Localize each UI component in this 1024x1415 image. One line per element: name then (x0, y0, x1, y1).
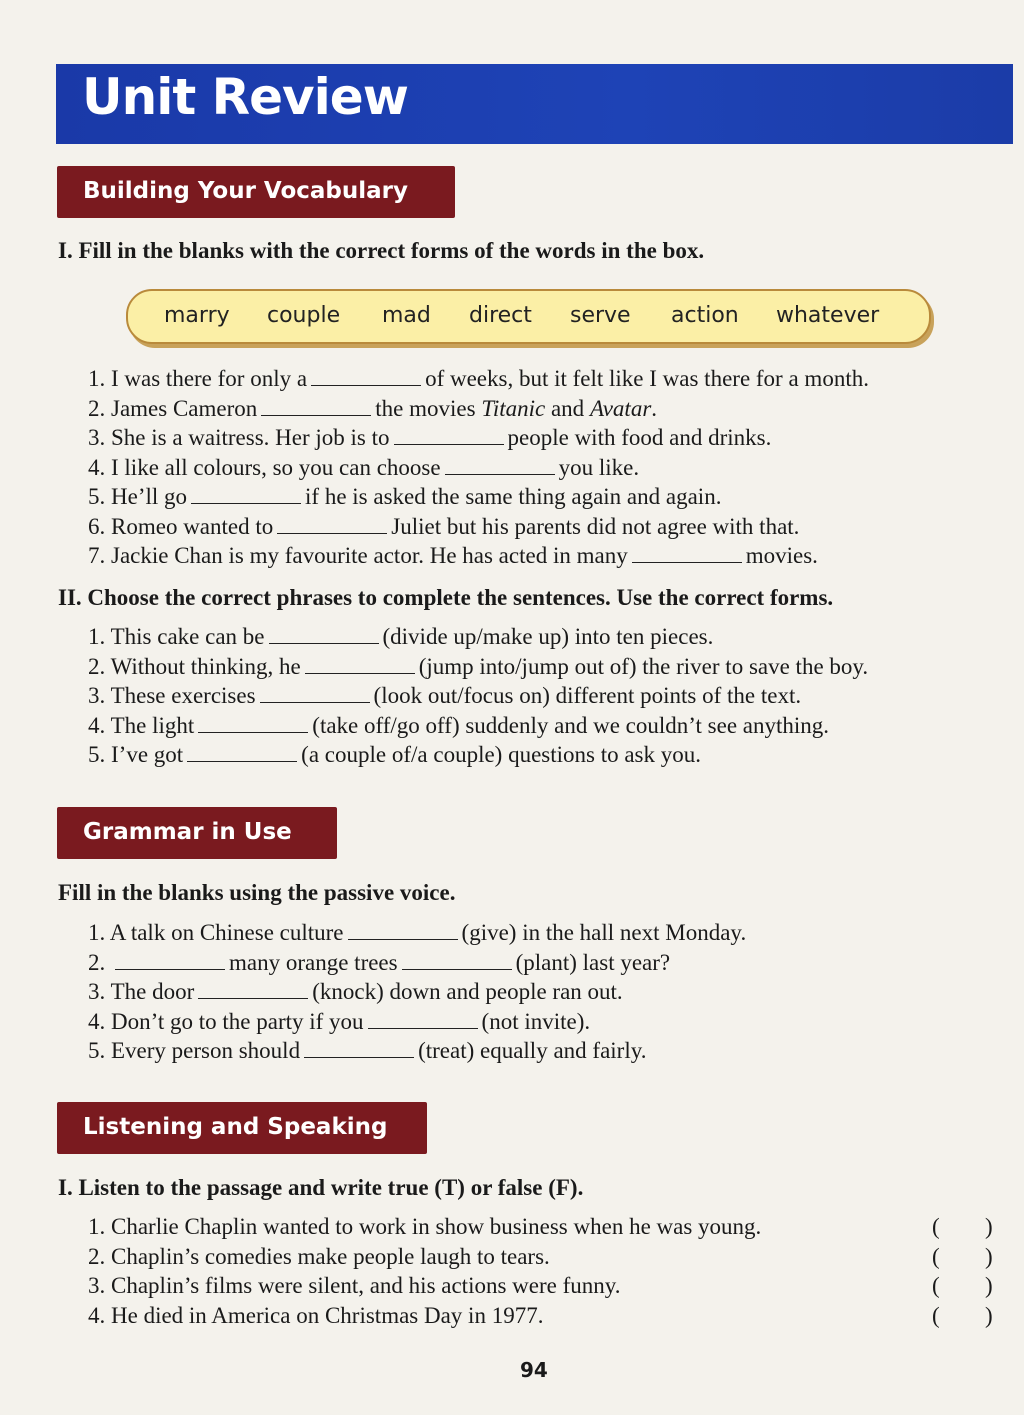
answer-paren-close: ) (985, 1273, 993, 1298)
answer-blank[interactable] (261, 397, 371, 416)
vocab-item: 6. Romeo wanted to Juliet but his parents did not agree with that. (88, 514, 800, 539)
section-heading-listening (57, 1102, 427, 1154)
vocab-part1-instruction: I. Fill in the blanks with the correct forms of the words in the box. (58, 238, 705, 263)
answer-paren-close: ) (985, 1214, 993, 1239)
vocab-part2-instruction: II. Choose the correct phrases to complete the sentences. Use the correct forms. (58, 585, 834, 610)
vocab-item: 4. I like all colours, so you can choose you like. (88, 455, 640, 480)
listening-instruction: I. Listen to the passage and write true (T) or false (F). (58, 1175, 584, 1200)
page-number: 94 (520, 1358, 548, 1382)
answer-blank[interactable] (269, 625, 379, 644)
phrase-item: 1. This cake can be (divide up/make up) into ten pieces. (88, 624, 714, 649)
word-box-item: couple (267, 303, 341, 328)
phrase-item: 2. Without thinking, he (jump into/jump out of) the river to save the boy. (88, 654, 869, 679)
grammar-item: 4. Don’t go to the party if you (not invite). (88, 1009, 591, 1034)
grammar-item: 3. The door (knock) down and people ran out. (88, 979, 623, 1004)
word-box-item: whatever (776, 303, 880, 328)
listening-item: 3. Chaplin’s films were silent, and his actions were funny. (88, 1273, 621, 1298)
answer-blank[interactable] (277, 515, 387, 534)
answer-paren-open: ( (932, 1244, 940, 1269)
answer-blank[interactable] (402, 951, 512, 970)
unit-banner (56, 64, 1013, 144)
word-box-item: action (671, 303, 739, 328)
grammar-item: 2. many orange trees (plant) last year? (88, 950, 671, 975)
vocab-item: 5. He’ll go if he is asked the same thing again and again. (88, 484, 722, 509)
answer-paren-open: ( (932, 1214, 940, 1239)
answer-blank[interactable] (260, 684, 370, 703)
answer-blank[interactable] (445, 456, 555, 475)
word-box-item: serve (570, 303, 631, 328)
section-heading-label: Building Your Vocabulary (83, 178, 409, 204)
vocab-item: 7. Jackie Chan is my favourite actor. He has acted in many movies. (88, 543, 818, 568)
phrase-item: 3. These exercises (look out/focus on) different points of the text. (88, 683, 802, 708)
grammar-item: 5. Every person should (treat) equally and fairly. (88, 1038, 647, 1063)
word-box (126, 289, 931, 344)
grammar-item: 1. A talk on Chinese culture (give) in the hall next Monday. (88, 920, 747, 945)
answer-paren-open: ( (932, 1303, 940, 1328)
answer-blank[interactable] (198, 714, 308, 733)
answer-blank[interactable] (368, 1010, 478, 1029)
section-heading-vocabulary (57, 166, 455, 218)
word-box-item: marry (164, 303, 230, 328)
answer-blank[interactable] (632, 544, 742, 563)
section-heading-label: Listening and Speaking (83, 1114, 388, 1140)
answer-blank[interactable] (187, 743, 297, 762)
answer-blank[interactable] (348, 921, 458, 940)
section-heading-label: Grammar in Use (83, 819, 292, 845)
unit-title: Unit Review (82, 68, 408, 126)
answer-paren-close: ) (985, 1244, 993, 1269)
phrase-item: 4. The light (take off/go off) suddenly and we couldn’t see anything. (88, 713, 830, 738)
listening-item: 1. Charlie Chaplin wanted to work in show business when he was young. (88, 1214, 762, 1239)
listening-item: 2. Chaplin’s comedies make people laugh to tears. (88, 1244, 550, 1269)
listening-item: 4. He died in America on Christmas Day in 1977. (88, 1303, 544, 1328)
phrase-item: 5. I’ve got (a couple of/a couple) questions to ask you. (88, 742, 702, 767)
vocab-item: 3. She is a waitress. Her job is to people with food and drinks. (88, 425, 772, 450)
vocab-item: 2. James Cameron the movies Titanic and Avatar. (88, 396, 658, 421)
answer-blank[interactable] (191, 485, 301, 504)
section-heading-grammar (57, 807, 337, 859)
vocab-item: 1. I was there for only a of weeks, but it felt like I was there for a month. (88, 366, 869, 391)
word-box-item: direct (469, 303, 532, 328)
answer-paren-close: ) (985, 1303, 993, 1328)
answer-blank[interactable] (394, 426, 504, 445)
answer-blank[interactable] (198, 980, 308, 999)
answer-blank[interactable] (304, 1039, 414, 1058)
answer-blank[interactable] (311, 367, 421, 386)
word-box-item: mad (382, 303, 431, 328)
answer-blank[interactable] (305, 655, 415, 674)
grammar-instruction: Fill in the blanks using the passive voice. (58, 880, 456, 905)
answer-blank[interactable] (115, 951, 225, 970)
answer-paren-open: ( (932, 1273, 940, 1298)
